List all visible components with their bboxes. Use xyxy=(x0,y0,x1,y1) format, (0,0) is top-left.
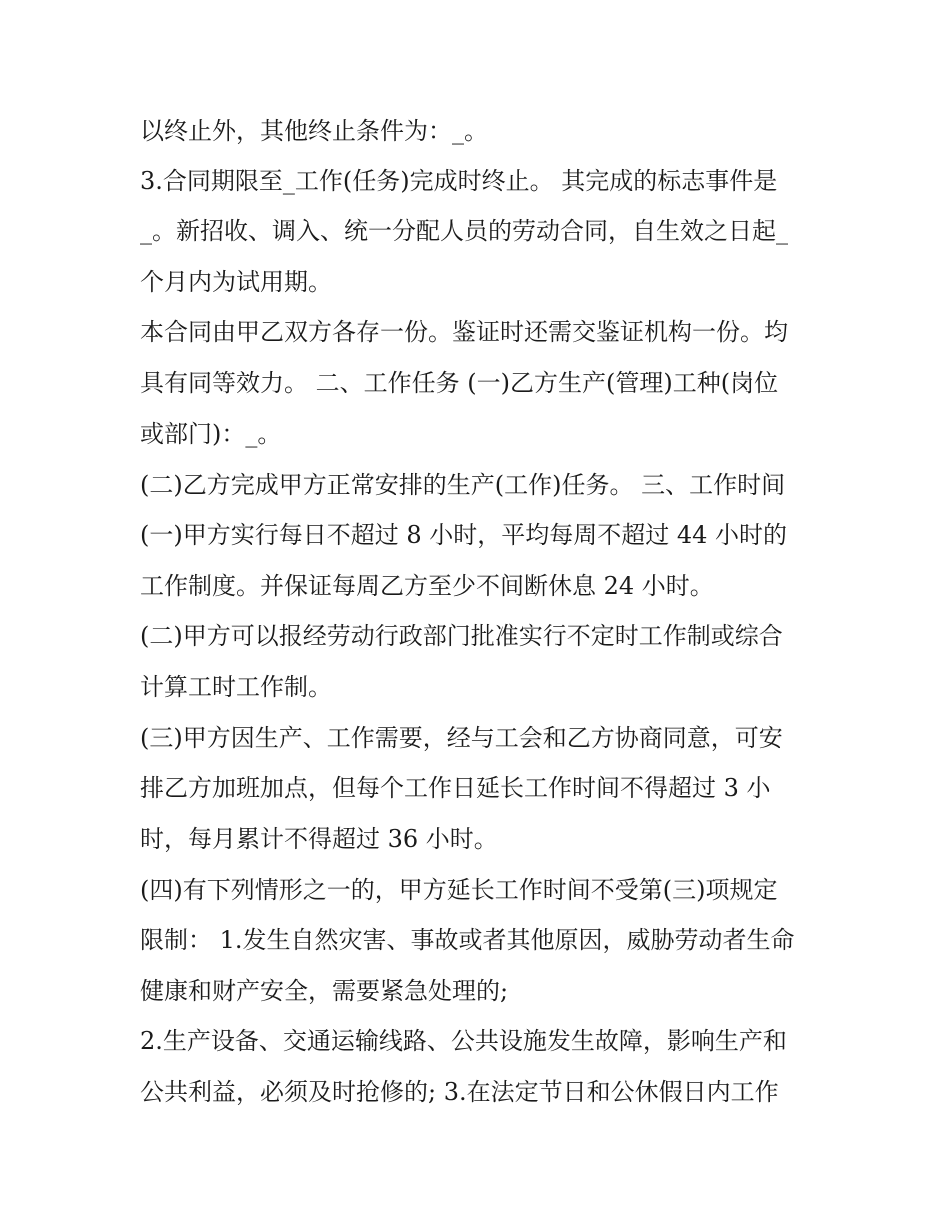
text-line: (三)甲方因生产、工作需要，经与工会和乙方协商同意，可安 xyxy=(140,724,783,752)
text-line: 公共利益，必须及时抢修的; 3.在法定节日和公休假日内工作 xyxy=(140,1078,779,1106)
text-line: 本合同由甲乙双方各存一份。鉴证时还需交鉴证机构一份。均 xyxy=(140,318,788,346)
text-line: (四)有下列情形之一的，甲方延长工作时间不受第(三)项规定 xyxy=(140,876,778,904)
text-line: 个月内为试用期。 xyxy=(140,268,332,296)
text-line: _。新招收、调入、统一分配人员的劳动合同，自生效之日起_ xyxy=(140,217,788,245)
text-line: 2.生产设备、交通运输线路、公共设施发生故障，影响生产和 xyxy=(140,1027,787,1055)
text-line: 工作制度。并保证每周乙方至少不间断休息 24 小时。 xyxy=(140,572,714,600)
text-line: 计算工时工作制。 xyxy=(140,673,332,701)
text-line: (一)甲方实行每日不超过 8 小时，平均每周不超过 44 小时的 xyxy=(140,521,788,549)
text-line: (二)乙方完成甲方正常安排的生产(工作)任务。 三、工作时间 xyxy=(140,471,786,499)
text-line: 以终止外，其他终止条件为：_。 xyxy=(140,117,488,145)
text-line: 健康和财产安全，需要紧急处理的; xyxy=(140,977,509,1005)
text-line: 具有同等效力。 二、工作任务 (一)乙方生产(管理)工种(岗位 xyxy=(140,369,779,397)
text-line: 限制： 1.发生自然灾害、事故或者其他原因，威胁劳动者生命 xyxy=(140,926,795,954)
text-line: (二)甲方可以报经劳动行政部门批准实行不定时工作制或综合 xyxy=(140,622,783,650)
text-line: 排乙方加班加点，但每个工作日延长工作时间不得超过 3 小 xyxy=(140,774,771,802)
text-line: 或部门)：_。 xyxy=(140,420,282,448)
text-line: 3.合同期限至_工作(任务)完成时终止。 其完成的标志事件是 xyxy=(140,167,778,195)
text-line: 时，每月累计不得超过 36 小时。 xyxy=(140,825,498,853)
